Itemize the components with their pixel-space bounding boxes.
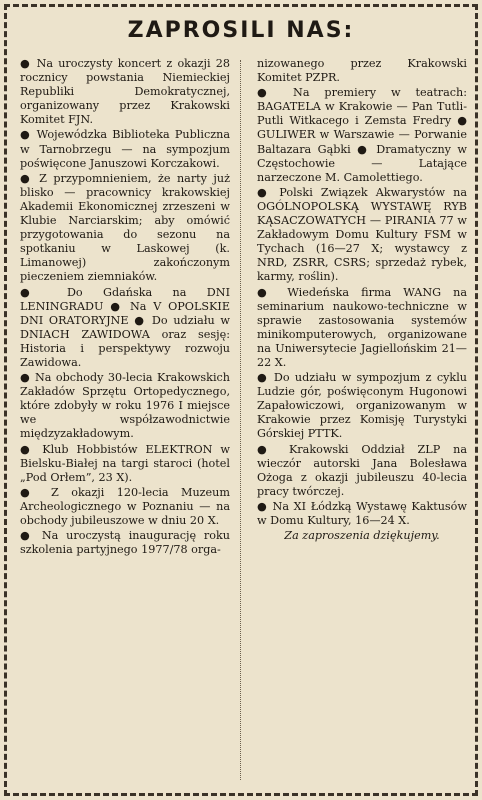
column-divider: [240, 60, 241, 780]
right-column: [257, 57, 467, 544]
notice-item: ● Do Gdańska na DNI LENINGRADU ● Na V OPOLSKIE DNI ORATORYJNE ● Do udziału w DNIACH ZAWIDOWA oraz sesję: Historia i perspektywy rozwoju Zawidowa.: [20, 285, 230, 369]
notice-item: ● Na uroczysty koncert z okazji 28 rocznicy powstania Niemieckiej Republiki Demokratycznej, organizowany przez Krakowski Komitet FJN.: [20, 57, 230, 127]
notice-item: ● Polski Związek Akwarystów na OGÓLNOPOLSKĄ WYSTAWĘ RYB KĄSACZOWATYCH — PIRANIA 77 w Zakładowym Domu Kultury FSM w Tychach (16—27 X; wystawcy z NRD, ZSRR, CSRS; sprzedaż rybek, karmy, roślin).: [257, 185, 467, 284]
left-column: [20, 57, 230, 558]
notice-item: ● Wiedeńska firma WANG na seminarium naukowo-techniczne w sprawie zastosowania systemów minikomputerowych, organizowane na Uniwersytecie Jagiellońskim 21—22 X.: [257, 285, 467, 369]
notice-item: ● Na premiery w teatrach: BAGATELA w Krakowie — Pan Tutli-Putli Witkacego i Zemsta Fredry ● GULIWER w Warszawie — Porwanie Baltazara Gąbki ● Dramatyczny w Częstochowie — Latające narzeczone M. Camolettiego.: [257, 86, 467, 184]
notice-item: ● Krakowski Oddział ZLP na wieczór autorski Jana Bolesława Ożoga z okazji jubileuszu 40-lecia pracy twórczej.: [257, 442, 467, 498]
notice-item: ● Wojewódzka Biblioteka Publiczna w Tarnobrzegu — na sympozjum poświęcone Januszowi Korczakowi.: [20, 128, 230, 170]
notice-item: ● Klub Hobbistów ELEKTRON w Bielsku-Białej na targi staroci (hotel „Pod Orłem”, 23 X).: [20, 442, 230, 484]
closing-line: Za zaproszenia dziękujemy.: [284, 529, 440, 543]
notice-item: ● Do udziału w sympozjum z cyklu Ludzie gór, poświęconym Hugonowi Zapałowiczowi, organizowanym w Krakowie przez Komisję Turystyki Górskiej PTTK.: [257, 371, 467, 441]
notice-item: ● Z przypomnieniem, że narty już blisko — pracownicy krakowskiej Akademii Ekonomicznej zrzeszeni w Klubie Narciarskim; aby omówić przygotowania do sezonu na spotkaniu w Laskowej (k. Limanowej) zakończonym pieczeniem ziemniaków.: [20, 171, 230, 284]
notice-item: ● Na uroczystą inaugurację roku szkolenia partyjnego 1977/78 orga-: [20, 529, 230, 557]
notice-item: ● Z okazji 120-lecia Muzeum Archeologicznego w Poznaniu — na obchody jubileuszowe w dniu 20 X.: [20, 485, 230, 527]
notice-item: nizowanego przez Krakowski Komitet PZPR.: [257, 57, 467, 85]
page-title: ZAPROSILI NAS:: [127, 18, 355, 43]
notice-item: ● Na XI Łódzką Wystawę Kaktusów w Domu Kultury, 16—24 X.: [257, 499, 467, 527]
notice-item: ● Na obchody 30-lecia Krakowskich Zakładów Sprzętu Ortopedycznego, które zdobyły w roku 1976 I miejsce we współzawodnictwie międzyzakładowym.: [20, 371, 230, 441]
